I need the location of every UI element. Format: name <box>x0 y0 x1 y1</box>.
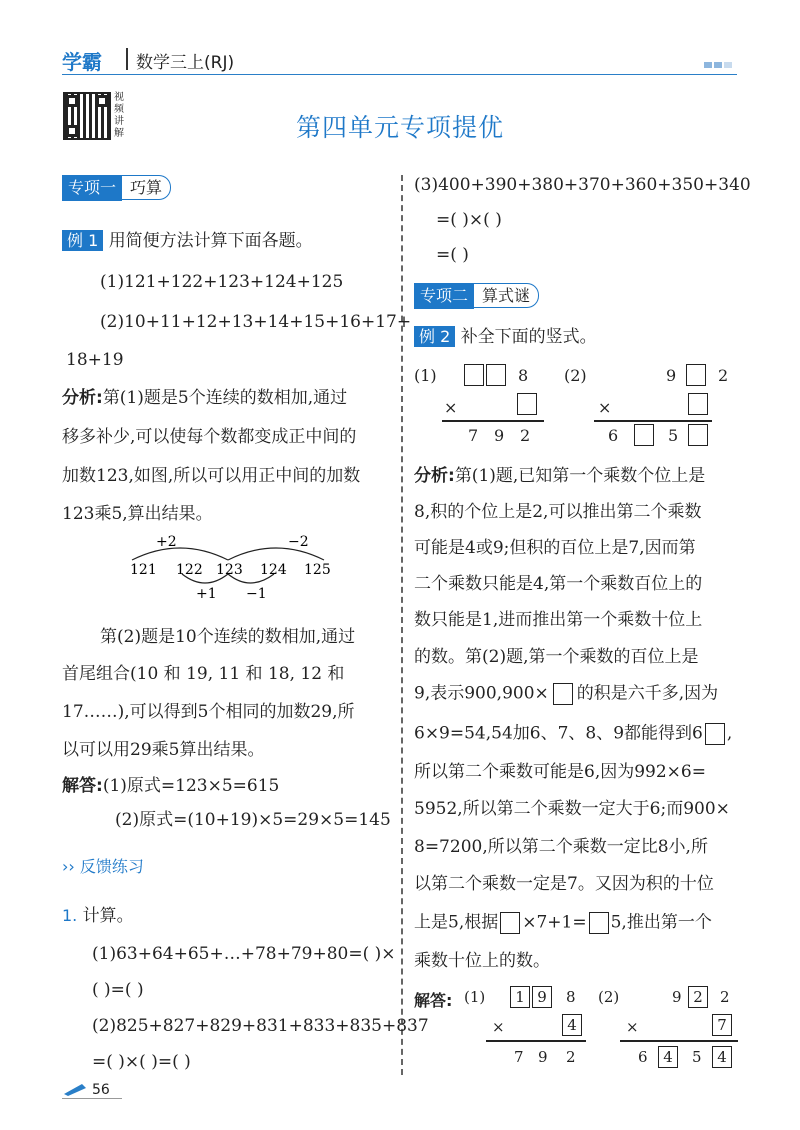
example-1: 例 1 用简便方法计算下面各题。 <box>62 231 313 251</box>
analysis-line: 数只能是1,进而推出第一个乘数十位上 <box>414 610 703 630</box>
exercise-1: 1. 计算。 <box>62 906 134 926</box>
analysis-line: 以可以用29乘5算出结果。 <box>62 740 265 760</box>
arc-label: +1 <box>196 586 217 602</box>
header-rule <box>62 74 737 75</box>
blank-box[interactable] <box>688 393 708 415</box>
exercise-line: =( )×( )=( ) <box>92 1052 191 1072</box>
analysis-line: 6×9=54,54加6、7、8、9都能得到6 , <box>414 723 733 744</box>
question-1: (1)121+122+123+124+125 <box>100 272 344 292</box>
analysis-line: 分析:第(1)题,已知第一个乘数个位上是 <box>414 466 706 486</box>
vertical-problem-1: (1) 8 × 7 9 2 <box>414 362 554 452</box>
analysis-line: 加数123,如图,所以可以用正中间的加数 <box>62 466 361 486</box>
question-3a: (3)400+390+380+370+360+350+340 <box>414 175 751 195</box>
blank-box[interactable] <box>688 424 708 446</box>
analysis-line: 可能是4或9;但积的百位上是7,因而第 <box>414 538 696 558</box>
arc-label: +2 <box>156 534 177 550</box>
blank-box[interactable] <box>464 364 484 386</box>
example-badge: 例 1 <box>62 230 103 251</box>
analysis-line: 的数。第(2)题,第一个乘数的百位上是 <box>414 647 699 667</box>
footer-rule <box>62 1098 122 1099</box>
answer-verticals: 解答: (1) 1 9 8 × 4 7 9 2 (2) 9 2 2 × 7 6 4 5 4 <box>414 986 744 1076</box>
blank-box[interactable] <box>634 424 654 446</box>
blank-box[interactable] <box>686 364 706 386</box>
column-divider <box>401 175 403 1075</box>
section-tag-2: 专项二 算式谜 <box>414 283 539 309</box>
exercise-line: (1)63+64+65+…+78+79+80=( )× <box>92 944 396 964</box>
exercise-line: (2)825+827+829+831+833+835+837 <box>92 1016 429 1036</box>
example-2: 例 2 补全下面的竖式。 <box>414 327 597 347</box>
qr-label: 视频讲解 <box>114 92 124 139</box>
analysis-line: 5952,所以第二个乘数一定大于6;而900× <box>414 799 730 819</box>
header-square-icon <box>724 62 732 68</box>
blank-box[interactable] <box>517 393 537 415</box>
analysis-line: 8,积的个位上是2,可以推出第二个乘数 <box>414 502 702 522</box>
exercise-line: ( )=( ) <box>92 980 144 1000</box>
diagram-number: 121 <box>130 562 157 578</box>
header-square-icon <box>704 62 712 68</box>
blank-box[interactable] <box>486 364 506 386</box>
arc-label: −2 <box>288 534 309 550</box>
page-number: 56 <box>92 1082 110 1098</box>
question-3c: =( ) <box>436 245 469 265</box>
analysis-line: 以第二个乘数一定是7。又因为积的十位 <box>414 874 714 894</box>
diagram-number: 123 <box>216 562 243 578</box>
example-badge: 例 2 <box>414 326 455 347</box>
page-title: 第四单元专项提优 <box>295 113 504 142</box>
analysis-line: 8=7200,所以第二个乘数一定比8小,所 <box>414 837 708 857</box>
analysis-line: 第(2)题是10个连续的数相加,通过 <box>100 627 356 647</box>
question-2a: (2)10+11+12+13+14+15+16+17+ <box>100 312 412 332</box>
analysis-line: 123乘5,算出结果。 <box>62 504 213 524</box>
diagram-number: 124 <box>260 562 287 578</box>
analysis-line: 上是5,根据 ×7+1= 5,推出第一个 <box>414 912 712 933</box>
analysis-line: 分析:第(1)题是5个连续的数相加,通过 <box>62 388 348 408</box>
diagram-number: 122 <box>176 562 203 578</box>
analysis-line: 乘数十位上的数。 <box>414 951 550 971</box>
question-3b: =( )×( ) <box>436 210 502 230</box>
balance-diagram <box>120 530 340 602</box>
answer-line: (2)原式=(10+19)×5=29×5=145 <box>115 810 391 830</box>
brand-logo: 学霸 <box>62 50 102 74</box>
arc-label: −1 <box>246 586 267 602</box>
chevron-right-icon: ›› <box>62 857 75 876</box>
answer-line: 解答:(1)原式=123×5=615 <box>62 776 280 796</box>
header-square-icon <box>714 62 722 68</box>
analysis-line: 9,表示900,900× 的积是六千多,因为 <box>414 683 719 704</box>
analysis-line: 二个乘数只能是4,第一个乘数百位上的 <box>414 574 703 594</box>
question-2b: 18+19 <box>66 350 124 370</box>
diagram-number: 125 <box>304 562 331 578</box>
analysis-line: 首尾组合(10 和 19, 11 和 18, 12 和 <box>62 664 345 684</box>
section-tag-1: 专项一 巧算 <box>62 175 171 201</box>
analysis-line: 17……),可以得到5个相同的加数29,所 <box>62 702 355 722</box>
feedback-heading: ›› 反馈练习 <box>62 857 144 876</box>
vertical-problem-2: (2) 9 2 × 6 5 <box>564 366 729 445</box>
analysis-line: 所以第二个乘数可能是6,因为992×6= <box>414 762 706 782</box>
analysis-line: 移多补少,可以使每个数都变成正中间的 <box>62 427 357 447</box>
header-separator <box>126 48 128 70</box>
subject-label: 数学三上(RJ) <box>136 53 235 73</box>
